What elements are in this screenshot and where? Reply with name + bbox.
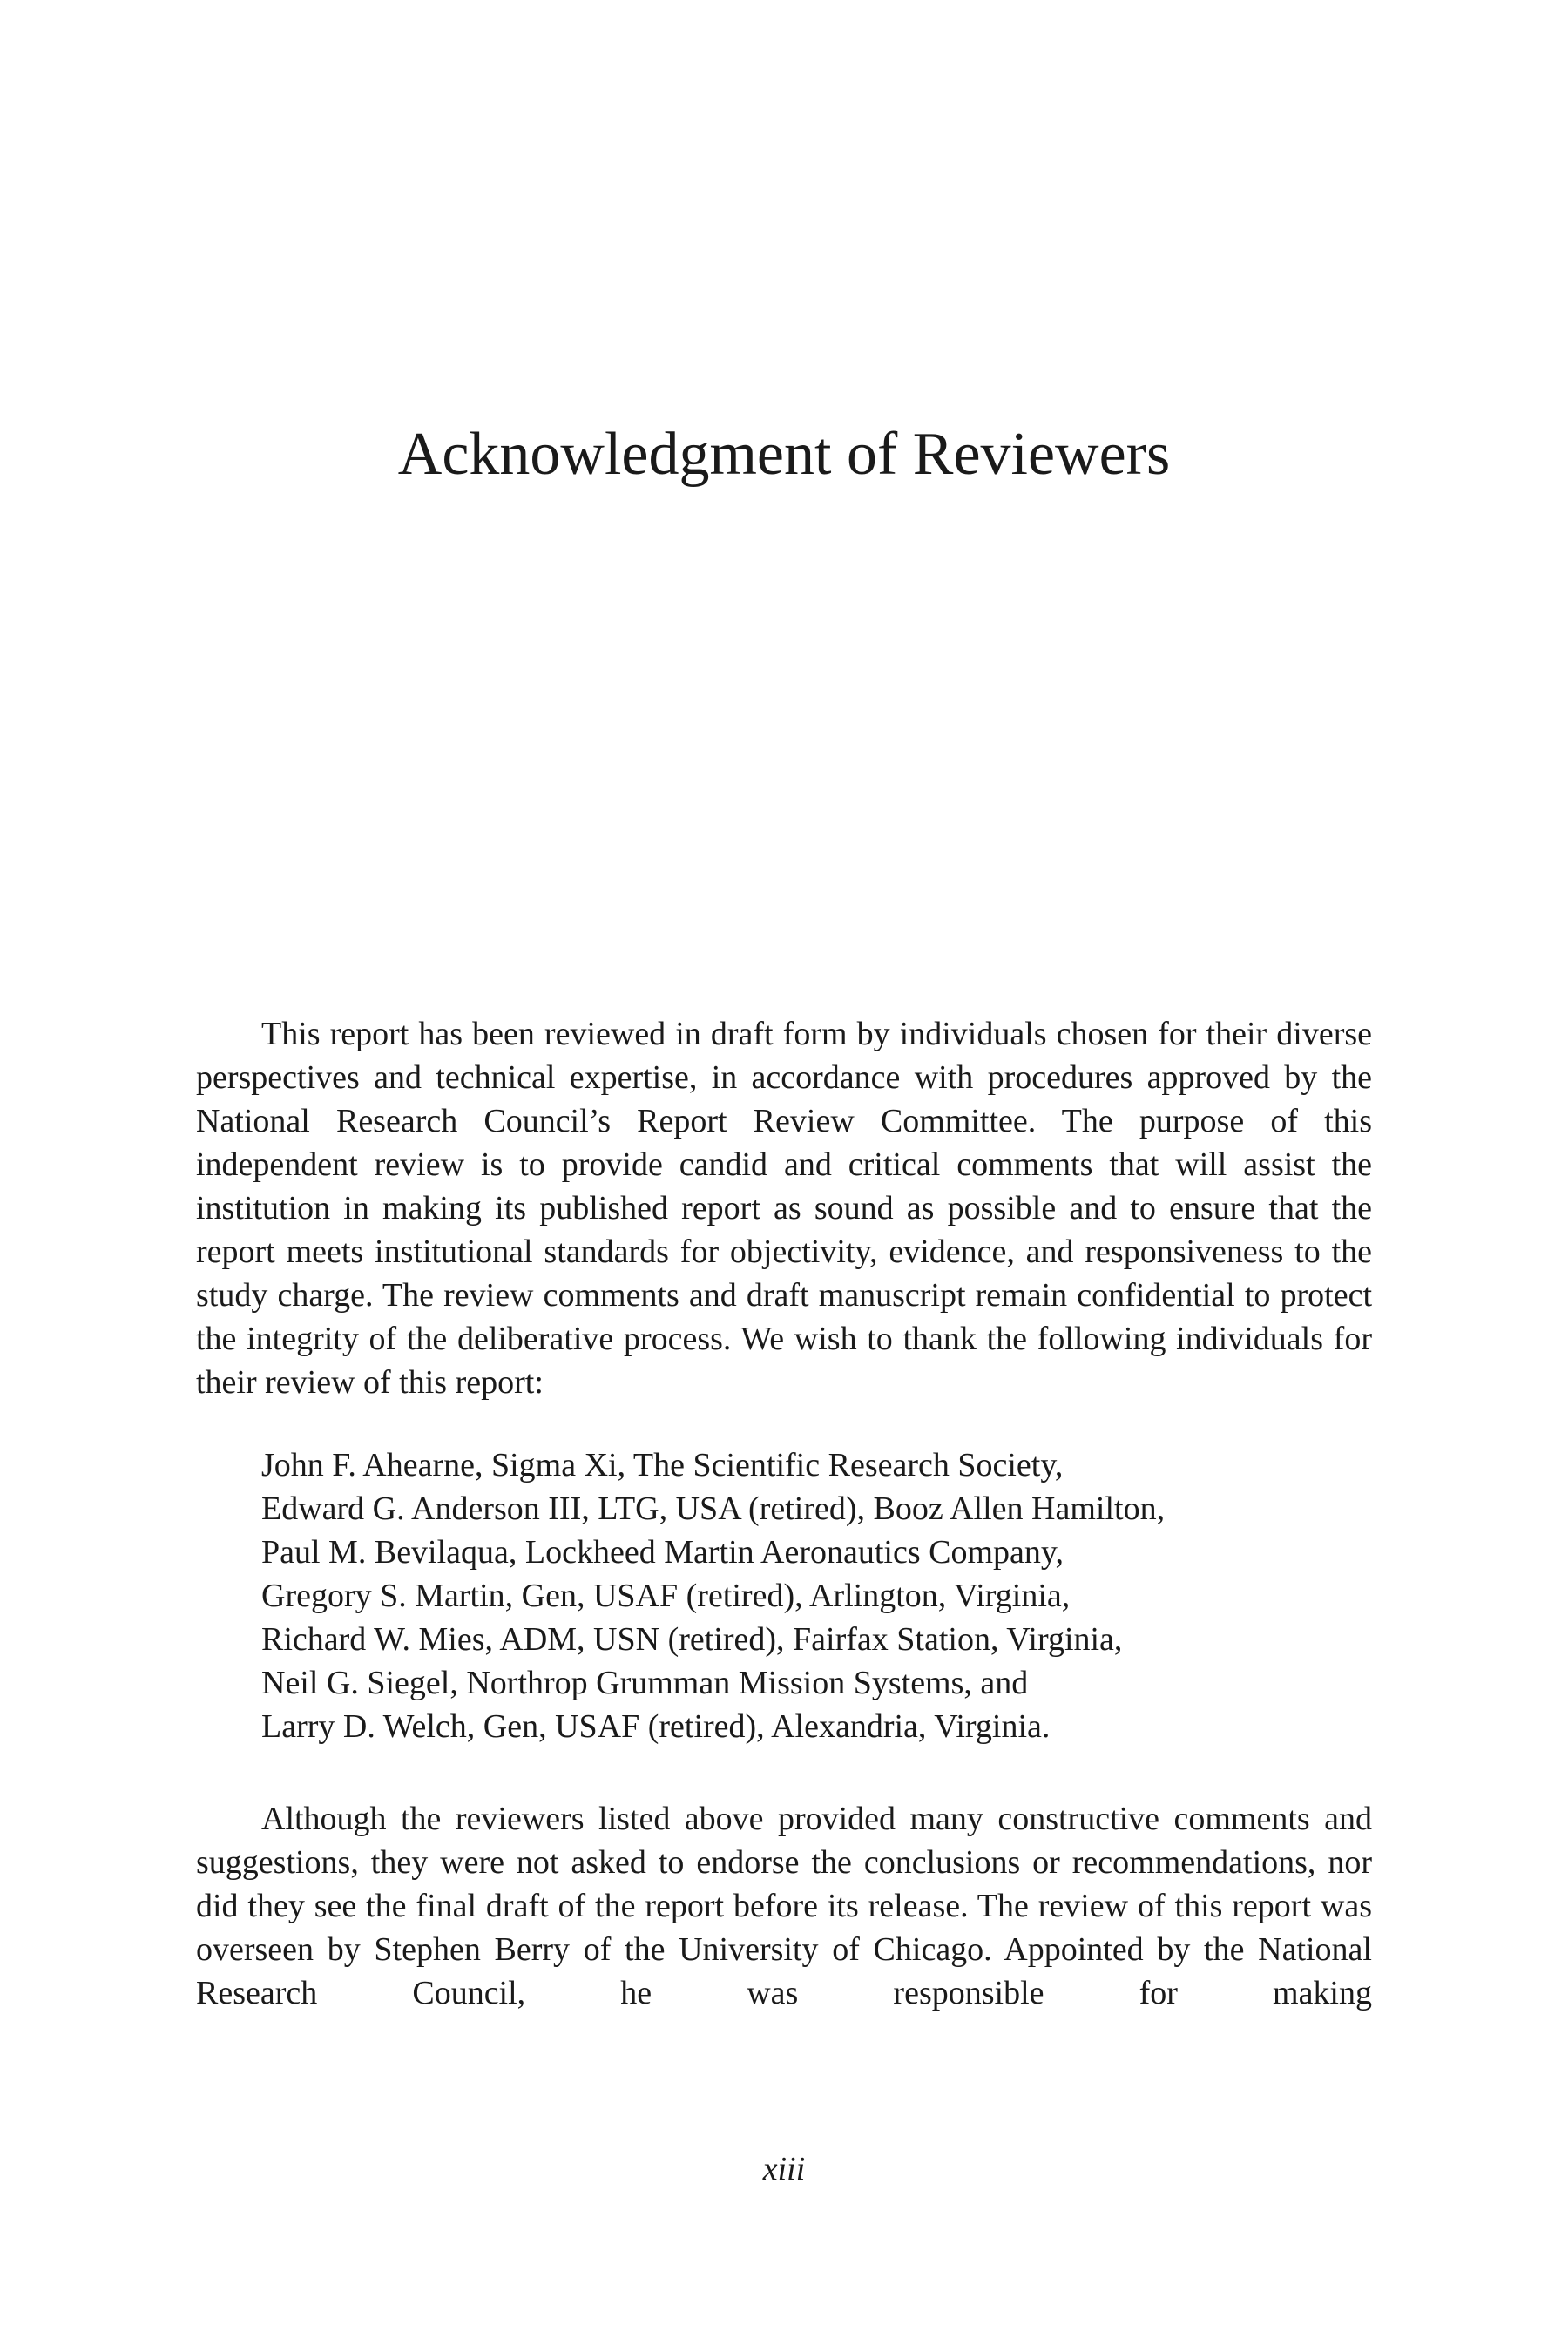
closing-section <box>196 1797 1372 2015</box>
intro-section <box>196 1012 1372 1748</box>
reviewer-item: Paul M. Bevilaqua, Lockheed Martin Aeronautics Company, <box>261 1534 1064 1571</box>
reviewer-item: Richard W. Mies, ADM, USN (retired), Fairfax Station, Virginia, <box>261 1621 1123 1658</box>
page-number: xiii <box>762 2151 806 2187</box>
reviewer-list <box>196 1443 1372 1748</box>
reviewer-item: John F. Ahearne, Sigma Xi, The Scientific Research Society, <box>261 1447 1064 1484</box>
reviewer-item: Edward G. Anderson III, LTG, USA (retired), Booz Allen Hamilton, <box>261 1490 1166 1527</box>
reviewer-item: Gregory S. Martin, Gen, USAF (retired), Arlington, Virginia, <box>261 1578 1071 1614</box>
reviewer-item: Neil G. Siegel, Northrop Grumman Mission Systems, and <box>261 1665 1029 1701</box>
intro-paragraph: This report has been reviewed in draft form by individuals chosen for their diverse perspectives and technical expertise, in accordance with procedures approved by the National Research Council’s Report Review Committee. The purpose of this independent review is to provide candid and critical comments that will assist the institution in making its published report as sound as possible and to ensure that the report meets institutional standards for objectivity, evidence, and responsiveness to the study charge. The review comments and draft manuscript remain confidential to protect the integrity of the deliberative process. We wish to thank the following individuals for their review of this report: <box>196 1016 1372 1401</box>
page-title: Acknowledgment of Reviewers <box>397 421 1171 488</box>
closing-paragraph: Although the reviewers listed above provided many constructive comments and suggestions, they were not asked to endorse the conclusions or recommendations, nor did they see the final draft of the report before its release. The review of this report was overseen by Stephen Berry of the University of Chicago. Appointed by the National Research Council, he was responsible for making <box>196 1801 1372 2011</box>
reviewer-item: Larry D. Welch, Gen, USAF (retired), Alexandria, Virginia. <box>261 1708 1051 1745</box>
